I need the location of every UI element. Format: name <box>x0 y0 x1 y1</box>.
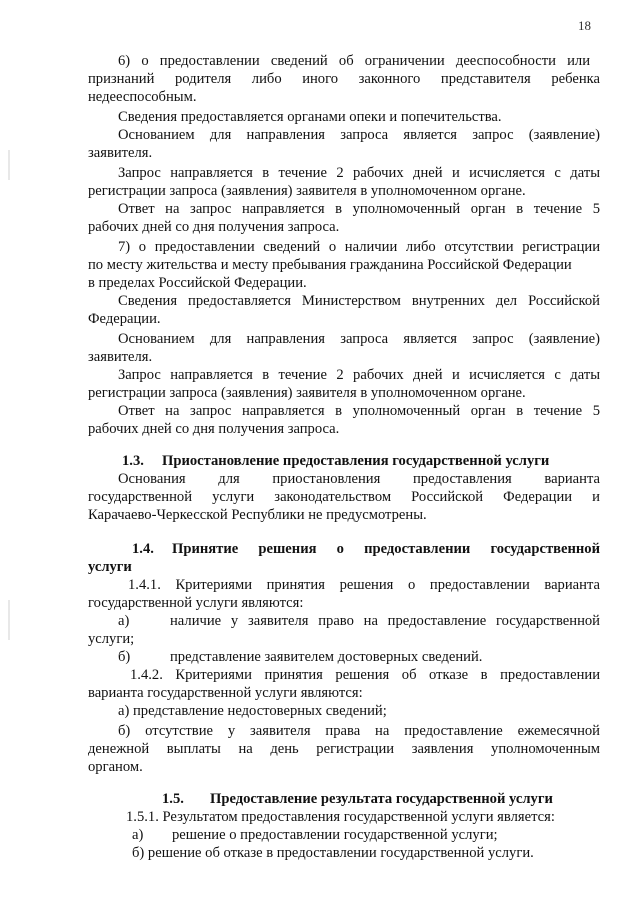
text-line: варианта государственной услуги являются: <box>88 685 363 701</box>
section-heading: Приостановление предоставления государственной услуги <box>162 453 550 469</box>
section-number: 1.3. <box>122 453 144 469</box>
text-line: денежной выплаты на день регистрации заявления уполномоченным <box>88 741 600 757</box>
text-line: рабочих дней со дня получения запроса. <box>88 219 340 235</box>
text-line: рабочих дней со дня получения запроса. <box>88 421 340 437</box>
text-line: услуги; <box>88 631 135 647</box>
text-line: Запрос направляется в течение 2 рабочих дней и исчисляется с даты <box>118 165 600 181</box>
text-line: признаний родителя либо иного законного представителя ребенка <box>88 71 600 87</box>
text-line: наличие у заявителя право на предоставление государственной <box>170 613 600 629</box>
text-line: органом. <box>88 759 143 775</box>
text-line: Запрос направляется в течение 2 рабочих дней и исчисляется с даты <box>118 367 600 383</box>
text-line: б) отсутствие у заявителя права на предоставление ежемесячной <box>118 723 600 739</box>
page-number: 18 <box>578 18 591 33</box>
text-line: в пределах Российской Федерации. <box>88 275 307 291</box>
text-line: решение о предоставлении государственной услуги; <box>172 827 498 843</box>
text-line: Основанием для направления запроса является запрос (заявление) <box>118 331 600 347</box>
section-number: 1.5. <box>162 791 184 807</box>
text-line: представление заявителем достоверных сведений. <box>170 649 483 665</box>
text-line: Основания для приостановления предоставления варианта <box>118 471 600 487</box>
text-line: заявителя. <box>88 145 153 161</box>
list-marker: б) <box>118 649 131 665</box>
text-line: Федерации. <box>88 311 161 327</box>
text-line: Ответ на запрос направляется в уполномоченный орган в течение 5 <box>118 403 600 419</box>
section-heading-cont: услуги <box>88 559 132 575</box>
text-line: 1.5.1. Результатом предоставления государственной услуги является: <box>126 809 555 825</box>
text-line: 7) о предоставлении сведений о наличии либо отсутствии регистрации <box>118 239 600 255</box>
text-line: 1.4.2. Критериями принятия решения об отказе в предоставлении <box>130 667 600 683</box>
text-line: а) представление недостоверных сведений; <box>118 703 387 719</box>
margin-mark <box>8 600 10 640</box>
text-line: Основанием для направления запроса является запрос (заявление) <box>118 127 600 143</box>
section-number: 1.4. <box>132 541 154 557</box>
text-line: заявителя. <box>88 349 153 365</box>
text-line: Ответ на запрос направляется в уполномоченный орган в течение 5 <box>118 201 600 217</box>
text-line: по месту жительства и месту пребывания гражданина Российской Федерации <box>88 257 572 273</box>
text-line: б) решение об отказе в предоставлении государственной услуги. <box>132 845 534 861</box>
text-line: регистрации запроса (заявления) заявителя в уполномоченном органе. <box>88 183 526 199</box>
section-heading: Принятие решения о предоставлении государственной <box>172 541 600 557</box>
list-marker: а) <box>132 827 144 843</box>
text-line: 1.4.1. Критериями принятия решения о предоставлении варианта <box>128 577 600 593</box>
section-heading: Предоставление результата государственной услуги <box>210 791 553 807</box>
text-line: 6) о предоставлении сведений об ограничении дееспособности или <box>118 53 590 69</box>
text-line: недееспособным. <box>88 89 197 105</box>
text-line: Сведения предоставляется органами опеки и попечительства. <box>118 109 502 125</box>
list-marker: а) <box>118 613 130 629</box>
text-line: государственной услуги являются: <box>88 595 304 611</box>
text-line: Сведения предоставляется Министерством внутренних дел Российской <box>118 293 600 309</box>
text-line: государственной услуги законодательством Российской Федерации и <box>88 489 600 505</box>
text-line: регистрации запроса (заявления) заявителя в уполномоченном органе. <box>88 385 526 401</box>
margin-mark <box>8 150 10 180</box>
text-line: Карачаево-Черкесской Республики не предусмотрены. <box>88 507 427 523</box>
